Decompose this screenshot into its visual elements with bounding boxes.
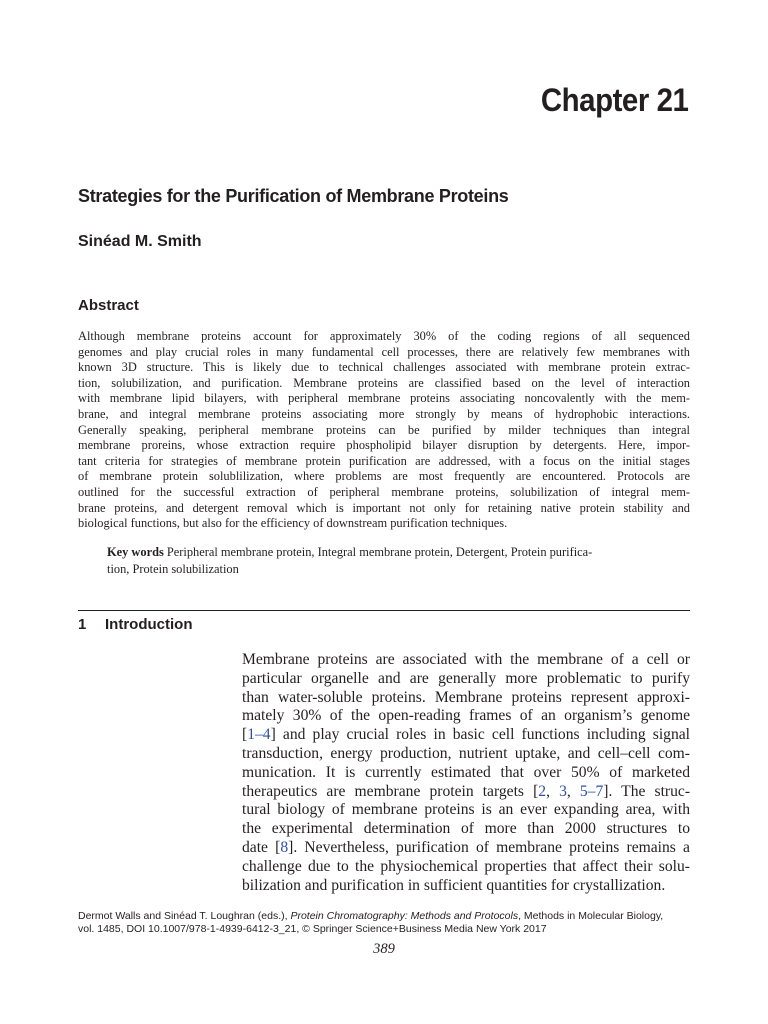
introduction-line: Membrane proteins are associated with the membrane of a cell or (242, 651, 690, 668)
abstract-heading: Abstract (78, 297, 139, 314)
introduction-line: munication. It is currently estimated that over 50% of marketed (242, 763, 690, 781)
paper-title: Strategies for the Purification of Membrane Proteins (78, 186, 509, 206)
abstract-line: outlined for the successful extraction of peripheral membrane proteins, solubilization of integral mem- (78, 484, 690, 499)
reference-link[interactable]: 8 (280, 838, 289, 856)
abstract-line: brane, and integral membrane proteins associating more strongly by means of hydrophobic interactions. (78, 406, 690, 421)
reference-link[interactable]: 3 (559, 782, 567, 800)
abstract-line: of membrane protein solublilization, where problems are most frequently are encountered. Protocols are (78, 469, 690, 484)
abstract-line: Although membrane proteins account for approximately 30% of the coding regions of all sequenced (78, 329, 690, 343)
introduction-line: date [8]. Nevertheless, purification of membrane proteins remains a (242, 838, 690, 856)
reference-link[interactable]: 2 (538, 782, 547, 800)
author-name: Sinéad M. Smith (78, 233, 202, 250)
citation-book-title: Protein Chromatography: Methods and Protocols (290, 910, 519, 922)
introduction-line: particular organelle and are generally more problematic to purify (242, 669, 690, 687)
reference-link[interactable]: 1–4 (247, 726, 271, 744)
abstract-line: genomes and play crucial roles in many fundamental cell processes, there are relatively few membranes with (78, 344, 690, 359)
introduction-line: the experimental determination of more than 2000 structures to (242, 820, 690, 838)
keywords-line-1: Peripheral membrane protein, Integral membrane protein, Detergent, Protein purifica- (163, 545, 593, 559)
section-title: Introduction (105, 616, 193, 633)
reference-link[interactable]: 5–7 (579, 782, 604, 800)
introduction-line: bilization and purification in sufficient quantities for crystallization. (242, 876, 666, 894)
introduction-body (242, 651, 690, 895)
keywords-line-2: tion, Protein solubilization (107, 561, 239, 576)
abstract-line: Generally speaking, peripheral membrane proteins can be purified by milder techniques than integral (78, 422, 690, 437)
abstract-line: with membrane lipid bilayers, with peripheral membrane proteins associating noncovalently with the mem- (78, 391, 690, 406)
citation-editors: Dermot Walls and Sinéad T. Loughran (eds.), (78, 910, 291, 922)
abstract-line: membrane proreins, whose extraction require phospholipid bilayer disruption by detergents. Here, impor- (78, 438, 690, 453)
introduction-line: mately 30% of the open-reading frames of an organism’s genome (242, 707, 690, 725)
section-divider (78, 610, 690, 611)
citation-doi-line: vol. 1485, DOI 10.1007/978-1-4939-6412-3_21, © Springer Science+Business Media New York 2017 (78, 923, 547, 935)
abstract-line: brane proteins, and detergent removal which is important not only for retaining native protein stability and (78, 500, 690, 515)
introduction-line: than water-soluble proteins. Membrane proteins represent approxi- (242, 688, 690, 706)
introduction-line: [1–4] and play crucial roles in basic cell functions including signal (242, 726, 690, 744)
abstract-line: known 3D structure. This is likely due to technical challenges associated with membrane protein extrac- (78, 360, 690, 375)
keywords-block (107, 544, 690, 577)
abstract-body (78, 329, 690, 532)
introduction-line: tural biology of membrane proteins is an ever expanding area, with (242, 801, 690, 819)
abstract-line: tant criteria for strategies of membrane protein purification are addressed, with a focus on the initial stages (78, 453, 690, 468)
abstract-line: biological functions, but also for the efficiency of downstream purification techniques. (78, 516, 508, 531)
keywords-label: Key words (107, 545, 164, 559)
introduction-line: challenge due to the physiochemical properties that affect their solu- (242, 857, 690, 875)
introduction-line: transduction, energy production, nutrient uptake, and cell–cell com- (242, 744, 690, 762)
abstract-line: tion, solubilization, and purification. Membrane proteins are classified based on the level of interaction (78, 375, 690, 390)
section-number: 1 (78, 616, 87, 633)
introduction-line: therapeutics are membrane protein targets [2, 3, 5–7]. The struc- (242, 782, 691, 800)
citation-series: , Methods in Molecular Biology, (518, 910, 664, 922)
page-number: 389 (373, 941, 395, 957)
footer-citation (78, 910, 698, 936)
chapter-label: Chapter 21 (540, 82, 688, 118)
